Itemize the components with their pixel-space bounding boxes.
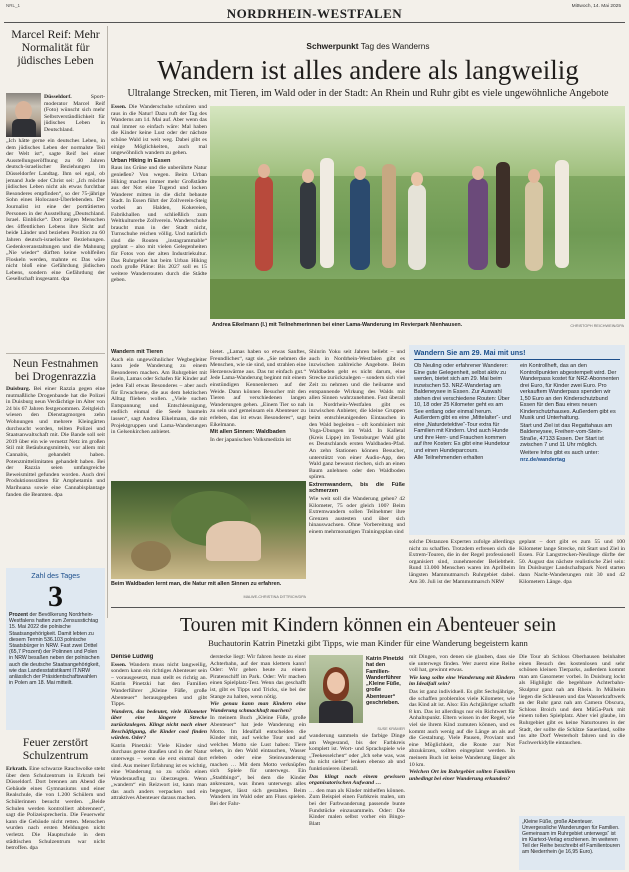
touren-col5: Die Tour ab Schloss Oberhausen beinhaltet einen Besuch des kostenlosen und sehr schönen kleinen Tierparks, außerdem kommt man am Gasometer vorbei. In Duisburg lockt als Highlight die begehbare Achterbahn-Skulptur ganz nah am Rhein. In Mülheim liegen die Schleusen und das Wasserkraftwerk an der Ruhr ganz nah am Camera Obscura, Schloss Broich und dem MüGa-Park mit einem tollen Spielplatz. Aber viel glaube, im Ruhrgebiet gibt es keine Naturtouren in der Stadt, der sollte die Schätze Sauerland, sollte ins alte Dorf Westerholt fahren und in die Fachwerkidylle eintauchen. xyxy=(519,654,625,746)
feuer-headline: Feuer zerstört Schulzentrum xyxy=(22,735,89,762)
wandern-col3 xyxy=(309,349,405,585)
wandern-col1-text: Die Wanderschuhe schnüren und raus in die Natur! Dazu ruft der Tag des Wanderns am 14. Mai auf. Aber wenn das mal immer so einfach wäre: Mal haben die Kinder keine Lust oder der nächste schöne Wald ist weit weg. Dabei gibt es einige Möglichkeiten, auch mal ungewöhnlich wandern zu gehen. xyxy=(111,104,207,157)
wandern-subhead-tiere: Wandern mit Tieren xyxy=(111,349,163,355)
touren-col3b: … den man als Kinder mithelfen können. Zum Beispiel einen Farbkreis malen, um bei der Farbwanderung passende bunte Fundstücke einzusammeln. Oder: Die Kinder malen selbst vorher ein Bingo-Blatt xyxy=(309,787,405,827)
touren-question-3: Das klingt nach einem gewissen organisatorischen Aufwand … xyxy=(309,773,405,787)
book-info-box xyxy=(519,816,625,870)
zahl-heading: Zahl des Tages xyxy=(31,571,80,580)
feuer-text: Eine schwarze Rauchwolke steht über dem Schulzentrum in Erkrath bei Düsseldorf. Dort brennen am Abend die Gebäude eines Gymnasiums und einer Realschule, die von 1.200 Schülern und Schülerinnen besucht werden. „Beide Schulen werden kontrolliert abbrennen“, sagt die Polizeisprecherin. Die Feuerwehr kann die Gebäude nicht retten. Menschen wurden nach ersten Meldungen nicht verletzt. Die Hauptschule in dem städtischen Schulzentrum war nicht betroffen. dpa xyxy=(6,766,105,852)
pinetzki-bio: Katrin Pinetzki hat den Familien-Wanderführer „Kleine Füße, große Abenteuer“ geschrieben. xyxy=(366,656,404,707)
touren-col2-text: derstecke liegt: Wir fahren heute zu einer Achterbahn, auf der man klettern kann! Oder: Wir gehen heute zu einem Piratenschiff im Park. Oder: Wir machen einen Spielplatz-Test. Wenn das geschafft ist, gibt es Tipps und Tricks, sie bei der Stange zu halten, wenn nötig. xyxy=(210,654,306,700)
lama-photo-caption: Andrea Eikelmann (l.) mit Teilnehmerinnen bei einer Lama-Wanderung im Revierpark Nienhausen. xyxy=(212,322,463,328)
zahl-text-body: der Bevölkerung Nordrhein-Westfalens hatten zum Zensusstichtag 15. Mai 2022 die polnische Staatsangehörigkeit. Damit lebten zu diesem Termin 536.103 polnische Staatsbürger in NRW. Fast zwei Drittel (65,7 Prozent) der Polinnen und Polen in NRW besaßen neben der polnischen auch die deutsche Staatsangehörigkeit, wie das Landesstatistikamt IT.NRW anlässlich der Präsidentschaftswahlen in Polen am 18. Mai mitteilt. xyxy=(9,612,100,687)
razzia-dateline: Duisburg. xyxy=(6,386,31,392)
infobox-link[interactable]: nrz.de/wandertag xyxy=(520,457,566,463)
infobox-heading: Wandern Sie am 29. Mai mit uns! xyxy=(414,348,526,357)
infobox-col2c: Weitere Infos gibt es auch unter: xyxy=(520,449,600,456)
wandern-col4: solche Distanzen Experten zufolge allerdings nicht zu schaffen. Trotzdem erfreuen sich die Extrem-Touren, die in der Regel professionell organisiert sind, zunehmender Beliebtheit. Rund 13.000 Menschen waren im Aprilbeim längsten Mammutmarsch Ruhrgebiet dabei. Am 30. Juli ist der Mammutmarsch NRW xyxy=(409,539,515,585)
touren-question-1: Wandern, das bedeutet, viele Kilometer über eine längere Strecke zurückzulegen. Klingt nicht nach einer Beschäftigung, die Kinder cool finden würden. Oder? xyxy=(111,708,207,742)
razzia-headline: Neun Festnahmen bei Drogenrazzia xyxy=(12,356,99,383)
wandern-col1b: Raus ins Grüne und die unberührte Natur genießen? Von wegen. Beim Urban Hiking machen immer mehr Großstädte aus der Not eine Tugend und locken Wanderer mitten in die dicht bebaute Stadt. In Essen führt der Zollverein-Steig vorbei an Halden, Kokereien, Fabrikhallen und schließlich zum Weltkulturerbe Zollverein. Wanderschuhe braucht man in der Stadt nicht, Turnschuhe reichen völlig. Und natürlich sind die Routen „instagrammable“ geplant – also mit vielen Gelegenheiten für Fotos von der alten Industriekultur. Das Ruhrgebiet hat beim Urban Hiking noch große Pläne: Bis 2027 soll es 15 weitere Wanderrouten durch die Städte geben. xyxy=(111,165,207,284)
reif-lead xyxy=(44,94,105,138)
razzia-text: Bei einer Razzia gegen eine mutmaßliche Drogenbande hat die Polizei in Duisburg neun Verdächtige im Alter von 24 bis 67 Jahren festgenommen. Zeitgleich wiesen den Dienstagmorgen zehn Wohnungen und mehrere Kleingärten durchsucht worden, teilten Polizei und Staatsanwaltschaft mit. Die Bande soll seit 2019 über ein wie vernetzt Netz im großen Stil mit Betäubungsmitteln, vor allem mit Cannabis, gehandelt haben. Potenzmittelimitaten gehandelt haben. Bei der Razzia seien umfangreiche Beweismittel gefunden worden. Auch drei Produktionsstätten für Amphetamin und Marihuana sowie eine Cannabisplantage fanden die Beamten. dpa xyxy=(6,386,105,498)
feuer-dateline: Erkrath. xyxy=(6,766,28,772)
wandern-dateline: Essen. xyxy=(111,104,127,110)
touren-col1 xyxy=(111,654,207,870)
wandern-col2 xyxy=(210,349,306,479)
wandertag-infobox xyxy=(409,345,625,535)
wandern-col2-text: bietet. „Lamas haben so etwas Sanftes, Freundliches“, sagt sie. „Sie nehmen die Menschen, wie sie sind, und strahlen eine Herzenswärme aus. Das tut einfach gut.“ Jede Lama-Wanderung beginnt mit einem einstündigen Kennenlernen auf der Weide. Dann können Besucher mit den Tieren auf verschiedenen langen Wanderungen gehen. „Einem Tier so nah zu sein und gemeinsam ein Abenteuer zu erleben, das ist etwas Besonderes“, sagt Eikelmann. xyxy=(210,349,306,428)
touren-col1-text: Wandern muss nicht langweilig, sondern kann ein richtiges Abenteuer sein – vorausgesetzt, man stellt es richtig an. Katrin Pinetzki hat den Familien Wanderführer „Kleine Füße, große Abenteuer“ herausgegeben und gibt Tipps. xyxy=(111,661,207,708)
infobox-col2b: Start und Ziel ist das Regattahaus am Baldeneysee, Freiherr-vom-Stein-Straße, 47133 Essen. Der Start ist zwischen 7 und 11 Uhr möglich. xyxy=(520,422,613,448)
pinetzki-portrait xyxy=(309,655,363,723)
reif-portrait xyxy=(6,93,41,137)
touren-col3-text: wanderung sammeln sie farbige Dinge am Wegesrand, bis der Farbkreis komplett ist. Wort- und Sprachspiele wie „Teekesselchen“ oder „Ich sehe was, was du nicht siehst“ lenken ebenso ab und funktionieren überall. xyxy=(309,733,405,772)
touren-dateline: Essen. xyxy=(111,661,127,668)
reif-body: „Ich hätte gerne ein deutsches Leben, in dem jüdisches Leben der normalste Teil der Welt ist“, sagte Reif bei einer Ausstellungseröffnung zu 60 Jahren deutsch-israelischer Beziehungen im Düsseldorfer Landtag. Ihm sei egal, ob jemand Jude oder Christ sei: „Ich möchte jüdisches Leben nicht als etwas furchtbar Besonderes empfinden“, so der 75-jährige Sohn eines Holocaust-Überlebenden. Der Journalist ist eine der porträtierten Personen in der Ausstellung „Deutschland. Israel. Einblicke“. Dort zeigen Menschen des öffentlichen Lebens ihre Sicht auf beide Länder und beziehen Position zu 60 Jahren deutsch-israelischer Beziehungen. Gedenkveranstaltungen und die Mahnung „Nie wieder“ dürften keine wohlfeilen Floskeln werden, mahnte er. Das wäre nicht bloß eine Gefährdung jüdischen Lebens, sondern eine Gefährdung der Gesellschaft insgesamt. dpa xyxy=(6,138,105,283)
touren-col2 xyxy=(210,654,306,870)
touren-col1b: Katrin Pinetzki: Viele Kinder sind durchaus gerne draußen und in der Natur unterwegs – wenn sie erst einmal dort sind. Aus meiner Erfahrung ist es wichtig, eine Wanderung so zu schön einen Wanderausflug zu überzeugen. Wenn „wandern“ ein Reizwort ist, kann man das auch anders verpacken und ein attraktives Abenteuer daraus machen. xyxy=(111,742,207,802)
touren-headline: Touren mit Kindern können ein Abenteuer sein xyxy=(179,614,557,636)
touren-col4 xyxy=(409,654,515,870)
edition-label: NRL_1 xyxy=(6,3,21,8)
wandern-col2b: In der japanischen Volksmedizin ist xyxy=(210,436,291,443)
wandern-kicker-bold: Schwerpunkt xyxy=(306,41,359,51)
touren-col4b: Das ist ganz individuell. Es gibt Sechsjährige, die schaffen problemlos viele Kilometer, wie das Kind alt ist. Also: Ein Achtjähriger schafft 8 km. Das ist allerdings nur ein Richtwert für Anhaltspunkt. Eltern wissen in der Regel, wie viel sie ihrem Kind zumuten können, und es kommt auch wenig auf die Länge an als auf die Gestaltung. Viele Pausen, Proviant und eine Möglichkeit, die Route zur Not abzukürzen, sollten eingeplant werden. In meinem Buch ist keine Wanderung länger als 10 km. xyxy=(409,688,515,768)
reif-dateline: Düsseldorf. xyxy=(44,94,72,100)
infobox-col2 xyxy=(520,363,620,531)
touren-question-2: Wie genau kann man Kindern eine Wanderung schmackhaft machen? xyxy=(210,701,306,714)
waldbaden-credit: MALWE-CHRISTINA DITTRICH/DPA xyxy=(243,595,306,599)
wandern-headline: Wandern ist alles andere als langweilig xyxy=(157,55,579,85)
zahl-text-bold: Prozent xyxy=(9,612,29,618)
touren-author: Denise Ludwig xyxy=(111,654,154,660)
waldbaden-caption: Beim Waldbaden lernt man, die Natur mit allen Sinnen zu erfahren. xyxy=(111,581,282,587)
reif-lead-text: Sport-moderator Marcel Reif (Foto) wünscht sich mehr Selbstverständlichkeit für jüdisches Leben in Deutschland. xyxy=(44,94,105,133)
zahl-text xyxy=(6,612,105,730)
wandern-col1 xyxy=(111,104,207,347)
section-title: NORDRHEIN-WESTFALEN xyxy=(226,6,403,21)
lama-photo-credit: CHRISTOPH REICHWEIN/DPA xyxy=(570,324,624,328)
reif-headline: Marcel Reif: Mehr Normalität für jüdisches Leben xyxy=(11,27,100,67)
wandern-col5: geplant – dort gibt es zum 55 und 100 Kilometer lange Strecke, mit Start und Ziel in Essen. Für Langstrecken-Neulinge dürfte der 50. August das nächste realistische Ziel sein: Im Duisburger Landschaftspark Nord starten dann Nacht-Wanderungen mit 30 und 42 Kilometern Länge. dpa xyxy=(519,539,625,585)
wandern-col3-text: Shinrin Yoku seit Jahren beliebt – und auch in Nordrhein-Westfalen gibt es inzwischen zahlreiche Angebote. Beim Waldbaden geht es nicht darum, eine Strecke zurückzulegen – sondern sich viel Zeit zu nehmen und die heilsame und entspannende Wirkung des Walds mit allen Sinnen wahrzunehmen. Fast überall in Nordrhein-Westfalen gibt es inzwischen Anbieter, die kleine Gruppen beim entschleunigenden Eintauchen in den Wald begleiten – oft kombiniert mit Yoga-Übungen im Wald. In Kalletal (Kreis Lippe) im Testoburger Wald gibt es Deutschlands ersten Waldbaden-Pfad. An zehn Stationen können Besucher, unterstützt von einer Audio-App, den Wald ganz bewusst riechen, sich an einen Baum anlehnen oder den Waldboden spüren. xyxy=(309,349,405,481)
wandern-kicker xyxy=(110,41,626,51)
touren-subtitle: Buchautorin Katrin Pinetzki gibt Tipps, wie man Kinder für eine Wanderung begeistern kann xyxy=(208,638,528,648)
touren-col3 xyxy=(309,733,405,870)
touren-col4-text: mit Dingen, von denen sie glauben, dass sie sie unterwegs finden. Wer zuerst eine Reihe voll hat, gewinnt etwas. xyxy=(409,654,515,674)
touren-question-5: Welchen Ort im Ruhrgebiet sollten Familien unbedingt bei einer Wanderung erkunden? xyxy=(409,769,515,782)
waldbaden-photo xyxy=(111,481,306,579)
page-date: Mittwoch, 14. Mai 2025 xyxy=(571,4,621,9)
wandern-col1-bottom xyxy=(111,349,207,479)
feuer-body xyxy=(6,766,105,870)
wandern-subhead-urban: Urban Hiking in Essen xyxy=(111,157,171,164)
touren-col2b: In meinem Buch „Kleine Füße, große Abenteuer“ hat jede Wanderung ein Motto. Im Idealfall entscheiden die Kinder mit, auf welche Tour und auf welches Motto sie Lust haben: Tiere sehen, in den Wald eintauchen, Wasser erleben oder eine Steinwanderung machen … Mit dem Motto verknüpfen sich Spiele für unterwegs. Ein „Stadtbingo“, bei dem die Kinder ankreuzen, was ihnen unterwegs alles begegnet, lässt sich gestalten. Beim Wandern im Wald oder am Fluss spielen. Bei der Fahr- xyxy=(210,715,306,808)
touren-question-4: Wie lang sollte eine Wanderung mit Kindern im Idealfall sein? xyxy=(409,674,515,688)
zahl-des-tages-box xyxy=(6,568,105,730)
pinetzki-credit: SUSE KRÄMER xyxy=(377,727,405,731)
infobox-col1 xyxy=(414,363,514,531)
zahl-number: 3 xyxy=(48,580,63,613)
wandern-col3b: Wie weit soll die Wanderung gehen? 42 Kilometer, 75 oder gleich 100? Beim Extremwandern sollen Teilnehmer ihre Grenzen austesten und über sich hinauswachsen. Ohne Vorbereitung und einem mehrmonatigen Trainingsplan sind xyxy=(309,496,405,536)
wandern-col1c: Auch ein ungewöhnlicher Wegbegleiter kann jede Wanderung zu einem Besonderen machen. Am Ruhrgebiet mit Eseln, Lamas oder Schafen für Kinder auf jeden Fall etwas Besonderes – aber auch für Erwachsene, die aus dem hektischen Alltag fliehen wollen. „Viele suchen Entspannung und Entschleunigung, endlich einmal die Seele baumeln lassen“, sagt Andrea Eikelmann, die mit Projektgruppen und Lama-Wanderungen in Gelsenkirchen anbietet. xyxy=(111,356,207,436)
infobox-col2-text: ein Kontrollheft, das an den Kontrollpunkten abgestempelt wird. Der Wanderpass kostet für NRZ-Abonnenten drei Euro, für Kinder zwei Euro. Pro verkauftem Wanderpass spenden wir 1,50 Euro an den Kinderschutzbund Essen für den Bau eines neuen Kinderschutzhauses. Außerdem gibt es Musik und Unterhaltung. xyxy=(520,363,620,421)
book-info-text: „Kleine Füße, große Abenteuer. Unvergessliche Wanderungen für Familien. Gemeinsam im Ruhrgebiet unterwegs“ ist im Klartext-Verlag erschienen. Im weiteren Teil der Reihe beschreibt elf Familientouren am Niederrhein (je 16,95 Euro). xyxy=(522,819,620,855)
wandern-subtitle: Ultralange Strecken, mit Tieren, im Wald oder in der Stadt: An Rhein und Ruhr gibt es viele ungewöhnliche Angebote xyxy=(127,88,609,99)
wandern-subhead-waldbaden: Mit allen Sinnen: Waldbaden xyxy=(210,429,286,436)
wandern-subhead-extrem: Extremwandern, bis die Füße schmerzen xyxy=(309,481,405,495)
infobox-col1b: Alle Teilnehmenden erhalten xyxy=(414,455,484,461)
razzia-body xyxy=(6,386,105,564)
infobox-col1-text: Ob Neuling oder erfahrener Wanderer: Eine gute Gelegenheit, selbst aktiv zu werden, bietet sich am 29. Mai beim inzwischen 53. NRZ-Wandertag am Baldeneysee in Essen. Zur Auswahl stehen drei verschiedene Routen: Über 10, 18 oder 25 Kilometer geht es am See entlang oder einmal herum. Außerdem gibt es eine „Mittelalter“- und eine „Naturdetektive“-Tour extra für Familien mit Kindern. Und auch Hunde und ihre Herr- und Frauchen kommen auf ihre Kosten: Es gibt eine Hundetour und einen Hundeparcours. xyxy=(414,363,511,454)
lama-photo xyxy=(210,106,625,319)
wandern-kicker-text: Tag des Wanderns xyxy=(360,41,430,51)
